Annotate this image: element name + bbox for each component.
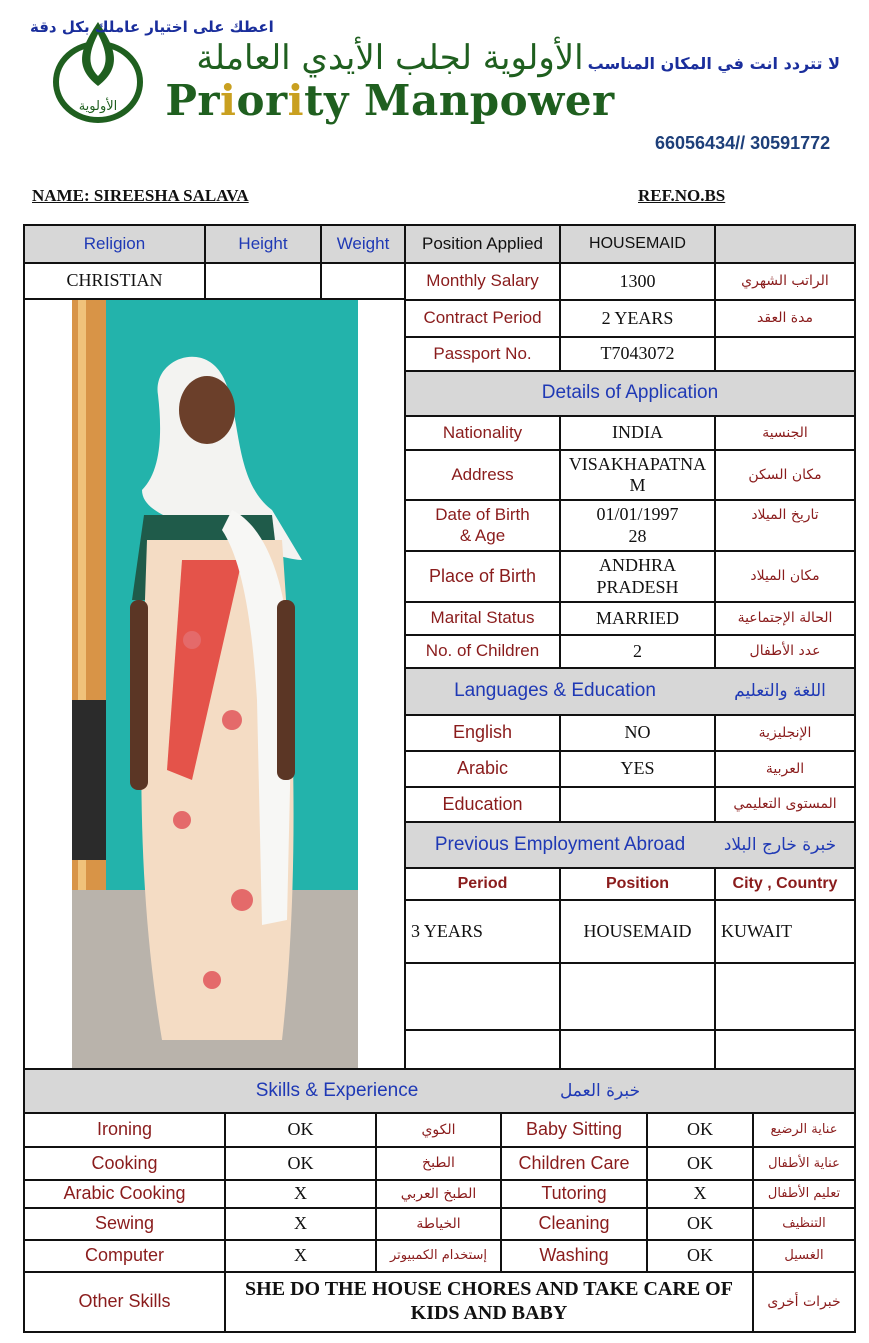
employment-period-header: Period [457,874,508,892]
height-value [205,263,321,299]
skill-ironing-value: OK [287,1119,314,1140]
skill-computer-label: Computer [84,1245,165,1266]
skill-washing-value: OK [687,1245,713,1266]
skill-sewing-label: Sewing [94,1213,155,1234]
education-label: Education [442,793,523,814]
marital-status-value: MARRIED [595,607,679,628]
languages-header-ar: اللغة والتعليم [734,681,826,702]
employment-row-3-period [405,1030,560,1069]
company-name-english: Priority Manpower [165,76,615,125]
employment-header: Previous Employment Abroad [434,833,686,855]
english-label: English [452,722,513,743]
employment-header-ar: خبرة خارج البلاد [723,834,837,855]
company-name-arabic: الأولوية لجلب الأيدي العاملة [196,38,584,78]
english-value: NO [624,722,651,743]
skill-cleaning-label: Cleaning [538,1213,610,1234]
education-ar: المستوى التعليمي [733,796,837,813]
skill-cleaning-ar: التنظيف [782,1216,826,1232]
skill-arabic-cooking-ar: الطبخ العربي [400,1185,477,1202]
marital-status-ar: الحالة الإجتماعية [737,610,833,627]
height-label: Height [238,233,288,253]
employment-country-header: City , Country [732,874,838,892]
children-value: 2 [633,640,642,661]
other-skills-value: SHE DO THE HOUSE CHORES AND TAKE CARE OF KIDS AND BABY [245,1278,733,1324]
arabic-label: Arabic [456,758,509,779]
monthly-salary-value: 1300 [619,270,656,291]
nationality-value: INDIA [612,422,663,443]
weight-value [321,263,405,299]
skill-cleaning-value: OK [687,1213,713,1234]
employment-row-2-country [715,963,855,1030]
candidate-name: NAME: SIREESHA SALAVA [32,186,249,205]
marital-status-label: Marital Status [430,608,535,628]
monthly-salary-ar: الراتب الشهري [741,273,829,290]
skill-cooking-label: Cooking [91,1152,158,1173]
skill-tutoring-value: X [693,1183,707,1204]
other-skills-ar: خبرات أخرى [767,1293,841,1310]
position-applied-value: HOUSEMAID [589,234,686,252]
passport-value: T7043072 [600,343,675,364]
candidate-photo [72,300,358,1068]
skill-children-care-label: Children Care [518,1152,630,1173]
nationality-label: Nationality [442,422,523,442]
skill-arabic-cooking-value: X [294,1183,307,1204]
employment-position-header: Position [605,874,670,892]
address-label: Address [451,464,514,484]
nationality-ar: الجنسية [762,424,808,441]
dob-label: Date of Birth & Age [435,505,530,545]
place-of-birth-value: ANDHRA PRADESH [596,555,679,597]
skill-tutoring-label: Tutoring [541,1183,607,1204]
passport-ar [715,337,855,371]
skill-sewing-value: X [294,1213,307,1234]
arabic-value: YES [620,758,655,779]
skill-baby-sitting-label: Baby Sitting [525,1119,623,1140]
children-label: No. of Children [425,641,540,661]
monthly-salary-label: Monthly Salary [426,271,539,291]
reference-number: REF.NO.BS [638,186,726,205]
passport-label: Passport No. [433,343,532,363]
skill-children-care-value: OK [687,1152,713,1173]
skill-ironing-ar: الكوي [421,1121,456,1138]
place-of-birth-label: Place of Birth [428,565,537,586]
skills-header: Skills & Experience [255,1079,419,1101]
skill-ironing-label: Ironing [96,1119,153,1140]
contract-period-ar: مدة العقد [757,310,813,327]
skill-cooking-value: OK [287,1152,314,1173]
education-value [560,787,715,822]
employment-row-3-position [560,1030,715,1069]
religion-value: CHRISTIAN [66,270,163,291]
english-ar: الإنجليزية [758,724,812,741]
skill-baby-sitting-value: OK [687,1119,713,1140]
weight-label: Weight [336,233,390,253]
contract-period-label: Contract Period [423,308,542,328]
skill-sewing-ar: الخياطة [416,1215,461,1232]
skill-computer-value: X [294,1245,307,1266]
skill-cooking-ar: الطبخ [422,1155,455,1172]
dob-value: 01/01/1997 28 [596,504,679,546]
svg-text:الأولوية: الأولوية [78,99,118,114]
employment-row-3-country [715,1030,855,1069]
employment-row-1-country: KUWAIT [721,920,792,941]
contract-period-value: 2 YEARS [601,307,674,328]
skill-computer-ar: إستخدام الكمبيوتر [389,1248,488,1264]
employment-row-2-position [560,963,715,1030]
skill-tutoring-ar: تعليم الأطفال [767,1186,841,1202]
skill-children-care-ar: عناية الأطفال [768,1155,840,1171]
skill-washing-label: Washing [539,1245,609,1266]
address-value: VISAKHAPATNA M [568,453,707,495]
employment-row-1-position: HOUSEMAID [583,920,692,941]
place-of-birth-ar: مكان الميلاد [750,568,820,585]
arabic-ar: العربية [765,760,805,777]
phone-numbers: 66056434// 30591772 [655,133,831,153]
religion-label: Religion [83,233,146,253]
skill-arabic-cooking-label: Arabic Cooking [63,1183,186,1204]
position-applied-label: Position Applied [422,233,543,253]
dob-ar: تاريخ الميلاد [751,506,819,523]
languages-header: Languages & Education [454,680,656,702]
other-skills-label: Other Skills [78,1291,171,1312]
header-tagline: اعطك على اختيار عاملك بكل دقة [30,18,274,36]
company-slogan: لا تتردد انت في المكان المناسب [587,54,840,73]
employment-row-2-period [405,963,560,1030]
skill-baby-sitting-ar: عناية الرضيع [770,1122,838,1138]
skills-header-ar: خبرة العمل [559,1080,641,1101]
employment-row-1-period: 3 YEARS [411,920,483,941]
children-ar: عدد الأطفال [749,643,821,660]
address-ar: مكان السكن [748,466,822,483]
skill-washing-ar: الغسيل [784,1248,824,1264]
details-header: Details of Application [541,382,719,404]
